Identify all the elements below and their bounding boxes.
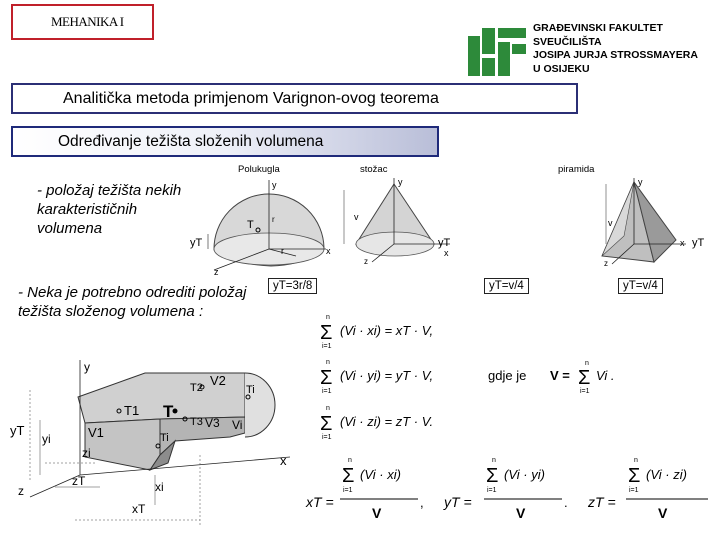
svg-text:n: n [326,314,330,321]
composite-volume-figure [0,345,300,540]
svg-text:Σ: Σ [342,465,355,487]
svg-text:piramida: piramida [558,164,595,175]
svg-text:(Vi · zi): (Vi · zi) [646,467,687,482]
svg-text:gdje je: gdje je [488,368,527,383]
svg-text:z: z [364,257,368,266]
svg-text:T3: T3 [190,416,203,428]
bullet-characteristic-volumes: - položaj težišta nekih karakterističnih volumena [37,182,182,237]
svg-text:i=1: i=1 [629,487,639,494]
svg-text:(Vi · xi): (Vi · xi) [360,467,401,482]
slide-title: Analitička metoda primjenom Varignon-ovog teorema [11,83,578,114]
cone-formula: yT=v/4 [484,278,529,294]
svg-text:V2: V2 [210,373,226,388]
svg-text:Σ: Σ [578,367,591,389]
hemisphere-figure [186,160,336,278]
svg-text:(Vi · zi) = zT · V.: (Vi · zi) = zT · V. [340,414,434,429]
svg-text:n: n [585,360,589,367]
svg-text:r: r [272,215,275,224]
faculty-line: U OSIJEKU [533,62,590,75]
svg-text:(Vi · yi) = yT · V,: (Vi · yi) = yT · V, [340,368,434,383]
varignon-equations [318,310,658,450]
svg-text:zT =: zT = [588,494,616,510]
svg-text:y: y [638,177,643,187]
svg-text:x: x [280,453,287,468]
svg-text:zT: zT [72,474,86,488]
svg-text:Σ: Σ [320,322,333,344]
svg-text:z: z [214,267,219,277]
svg-text:Σ: Σ [320,413,333,435]
svg-text:i=1: i=1 [322,434,332,441]
svg-text:xT: xT [132,502,146,516]
pyramid-formula: yT=v/4 [618,278,663,294]
svg-text:(Vi · yi): (Vi · yi) [504,467,545,482]
svg-text:xT =: xT = [306,494,334,510]
svg-text:yi: yi [42,432,51,446]
svg-text:V =: V = [550,368,570,383]
svg-text:v: v [608,218,613,228]
svg-text:yT: yT [10,423,25,438]
svg-text:yT =: yT = [444,494,472,510]
svg-text:zi: zi [82,446,91,460]
svg-text:yT: yT [692,237,705,249]
svg-text:Vi .: Vi . [596,368,615,383]
svg-text:n: n [492,457,496,464]
pyramid-figure [558,160,718,278]
faculty-line: JOSIPA JURJA STROSSMAYERA [533,49,698,61]
slide-subtitle: Određivanje težišta složenih volumena [11,126,439,157]
svg-text:xi: xi [155,480,164,494]
svg-text:y: y [272,180,277,190]
course-label: MEHANIKA I [11,4,154,40]
faculty-line: SVEUČILIŠTA [533,35,602,48]
svg-text:y: y [84,360,90,374]
svg-text:T2: T2 [190,382,203,394]
svg-text:x: x [444,248,449,258]
svg-text:z: z [18,484,24,498]
svg-text:r: r [281,246,284,256]
svg-text:stožac: stožac [360,164,388,175]
svg-text:V: V [372,505,382,521]
svg-text:Vi: Vi [232,418,243,432]
svg-text:i=1: i=1 [322,388,332,395]
svg-text:Σ: Σ [486,465,499,487]
svg-text:T1: T1 [124,403,140,418]
svg-text:i=1: i=1 [487,487,497,494]
svg-text:n: n [326,405,330,412]
svg-text:z: z [604,259,608,268]
svg-text:Σ: Σ [320,367,333,389]
svg-text:yT: yT [190,237,203,249]
svg-text:.: . [564,495,568,510]
svg-text:x: x [326,246,331,256]
svg-text:Polukugla: Polukugla [238,164,280,175]
svg-text:,: , [420,495,424,510]
svg-text:Ti: Ti [160,432,169,444]
svg-text:Ti: Ti [246,384,255,396]
faculty-line: GRAĐEVINSKI FAKULTET [533,22,663,34]
svg-text:V3: V3 [205,416,220,430]
svg-text:y: y [398,177,403,187]
svg-text:n: n [348,457,352,464]
faculty-name [533,22,718,76]
svg-text:yT: yT [438,237,451,249]
hemisphere-formula: yT=3r/8 [268,278,317,294]
svg-text:i=1: i=1 [322,343,332,350]
svg-text:x: x [680,238,685,248]
faculty-logo [468,22,528,80]
cone-figure [338,160,468,278]
svg-text:V1: V1 [88,425,104,440]
svg-text:n: n [326,359,330,366]
bullet-composite-volume: - Neka je potrebno odrediti položaj težišta složenog volumena : [18,284,247,320]
svg-text:Σ: Σ [628,465,641,487]
svg-text:V: V [516,505,526,521]
svg-text:i=1: i=1 [343,487,353,494]
svg-text:T: T [247,219,254,231]
svg-text:T: T [163,402,174,421]
svg-text:(Vi · xi) = xT · V,: (Vi · xi) = xT · V, [340,323,434,338]
svg-text:v: v [354,212,359,222]
svg-text:n: n [634,457,638,464]
centroid-formulas [298,452,720,538]
svg-text:V: V [658,505,668,521]
svg-text:i=1: i=1 [580,388,590,395]
